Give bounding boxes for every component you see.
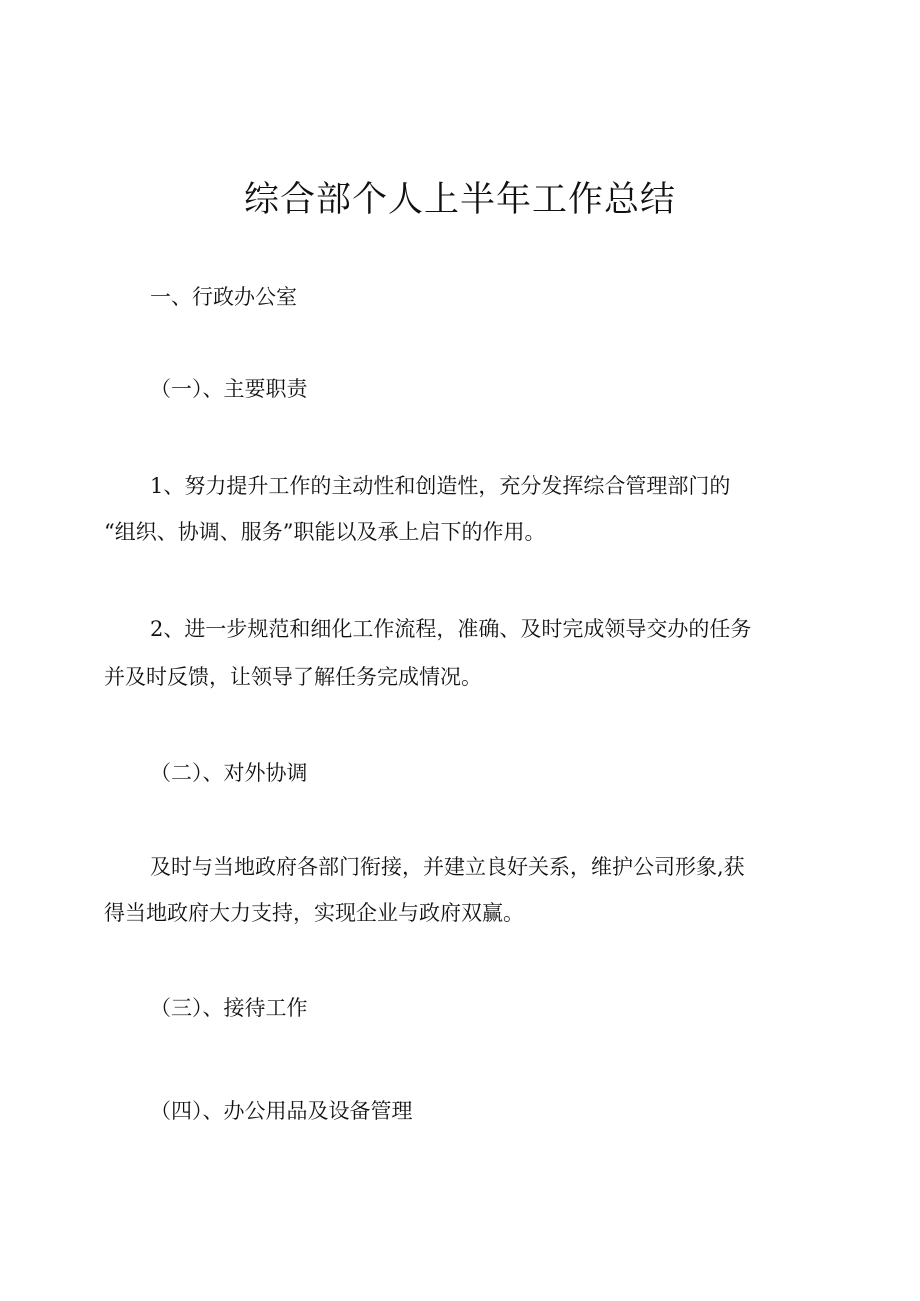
coordination-paragraph-line-1: 及时与当地政府各部门衔接，并建立良好关系，维护公司形象,获	[150, 855, 745, 879]
section-heading-administration-office: 一、行政办公室	[150, 285, 297, 309]
duty-item-2-line-2: 并及时反馈，让领导了解任务完成情况。	[104, 665, 482, 689]
subsection-heading-office-supplies: （四）、办公用品及设备管理	[150, 1099, 413, 1123]
duty-item-1-line-1: 1、努力提升工作的主动性和创造性，充分发挥综合管理部门的	[150, 474, 731, 498]
page-title: 综合部个人上半年工作总结	[243, 180, 676, 220]
coordination-paragraph-line-2: 得当地政府大力支持，实现企业与政府双赢。	[104, 901, 524, 925]
duty-item-1-line-2: “组织、协调、服务”职能以及承上启下的作用。	[104, 520, 546, 544]
subsection-heading-main-duties: （一）、主要职责	[150, 377, 308, 401]
subsection-heading-reception-work: （三）、接待工作	[150, 996, 308, 1020]
subsection-heading-external-coordination: （二）、对外协调	[150, 761, 308, 785]
duty-item-2-line-1: 2、进一步规范和细化工作流程，准确、及时完成领导交办的任务	[150, 617, 752, 641]
